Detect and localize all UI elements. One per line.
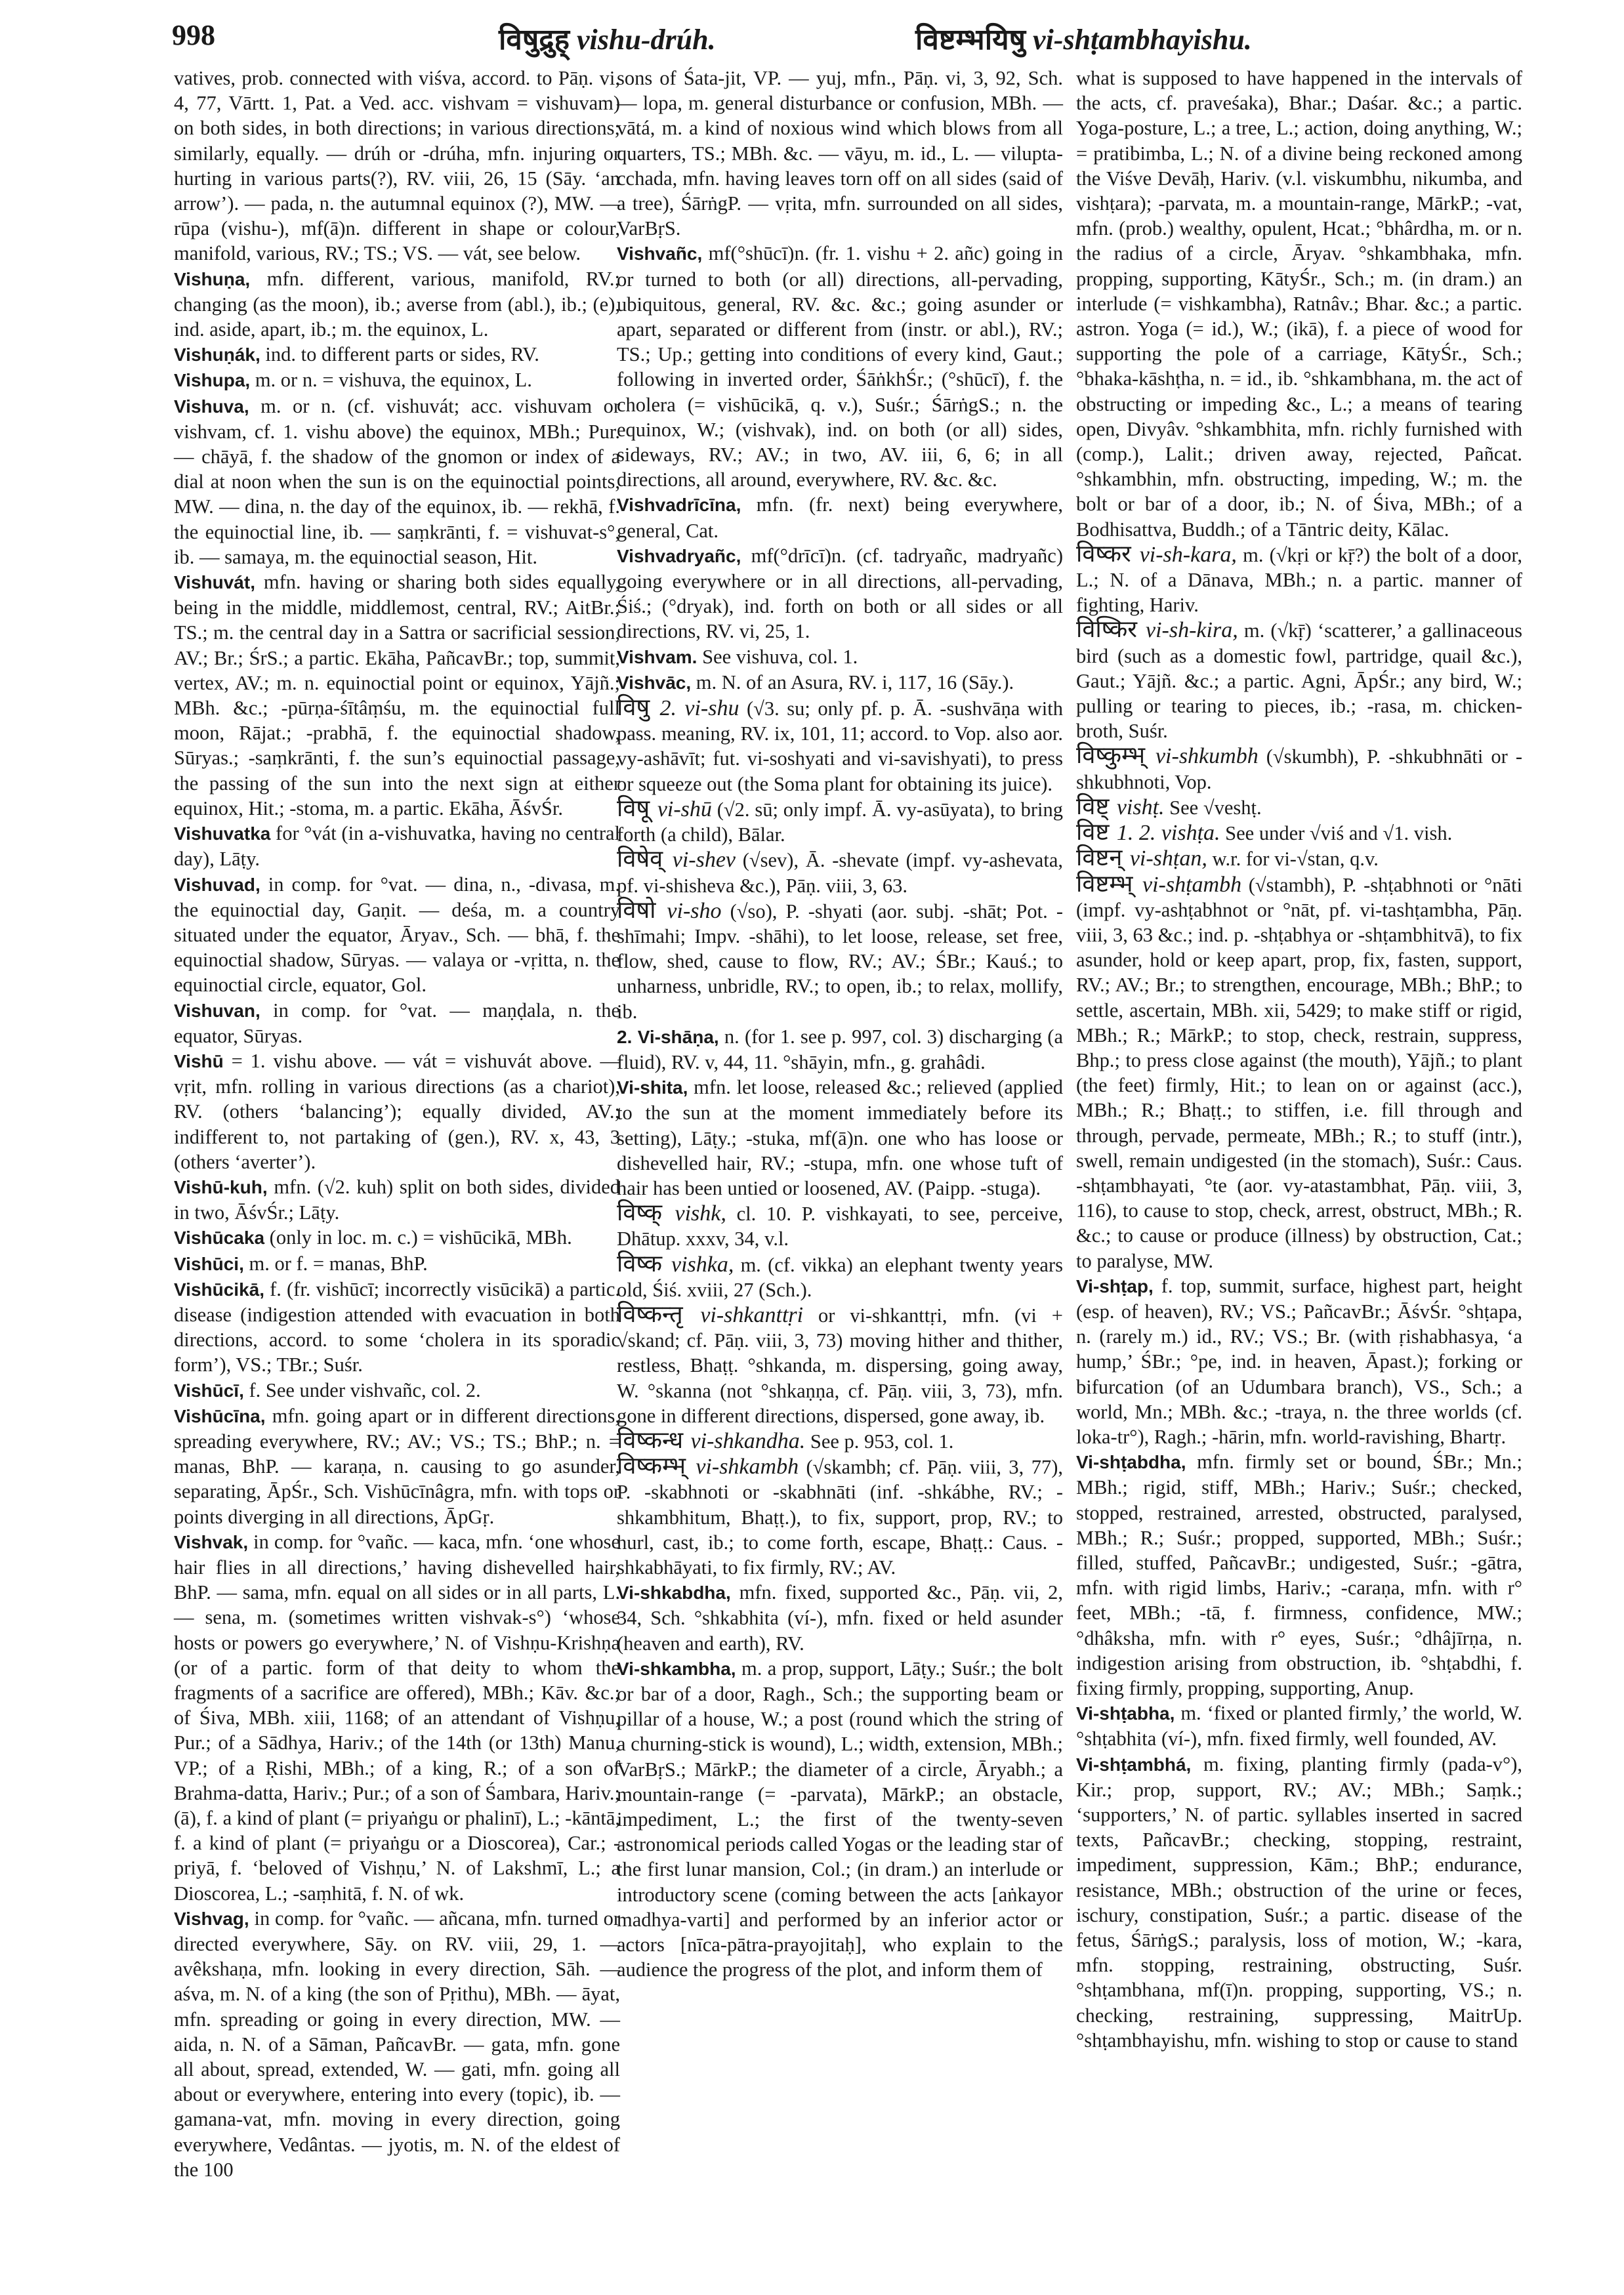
headword-text: Vishūcī, xyxy=(174,1380,244,1401)
dictionary-entry xyxy=(174,1048,620,1174)
dictionary-entry xyxy=(174,1378,620,1403)
headword-transliteration: vi-sh-kira, xyxy=(1146,618,1238,643)
dictionary-entry xyxy=(174,1906,620,2182)
entry-definition: mfn. (√2. kuh) split on both sides, divided in two, ĀśvŚr.; Lāṭy. xyxy=(174,1175,620,1224)
headword-text: Vishvadryañc, xyxy=(617,545,741,566)
right-guide-devanagari: विष्टम्भयिषु xyxy=(915,24,1026,56)
entry-definition: mfn. fixed, supported &c., Pāṇ. vii, 2, 34, Sch. °shkabhita (ví-), mfn. fixed or held asunder (heaven and earth), RV. xyxy=(617,1581,1063,1655)
entry-headword xyxy=(174,1279,264,1300)
entry-headword xyxy=(174,269,250,289)
headword-text: विषू xyxy=(617,795,650,822)
entry-definition: See vishuva, col. 1. xyxy=(697,645,858,668)
headword-transliteration: vi-sh-kara, xyxy=(1139,542,1237,567)
entry-headword xyxy=(617,1251,734,1277)
dictionary-entry xyxy=(617,796,1063,847)
dictionary-entry xyxy=(174,367,620,393)
dictionary-entry xyxy=(617,1024,1063,1075)
entry-definition: mfn. having or sharing both sides equally, being in the middle, middlemost, central, RV.; AitBr.; TS.; m. the central day in a Sattra or sacrificial session, AV.; Br.; ŚrS.; a partic. Ekāha, PañcavBr.; top, summit, vertex, AV.; m. n. equinoctial point or equinox, Yājñ.; MBh. &c.; -pūrṇa-śītâṃśu, m. the equinoctial full moon, Rājat.; -prabhā, f. the equinoctial shadow, Sūryas.; -saṃkrānti, f. the sun’s equinoctial passage, the passing of the sun into the next sign at either equinox, Hit.; -stoma, m. a partic. Ekāha, ĀśvŚr. xyxy=(174,571,620,819)
headword-text: Vi-shṭabha, xyxy=(1076,1703,1175,1724)
entry-headword xyxy=(1076,616,1238,643)
dictionary-entry xyxy=(1076,1273,1522,1449)
dictionary-entry xyxy=(1076,542,1522,618)
entry-headword xyxy=(174,344,260,365)
entry-headword xyxy=(174,572,255,592)
entry-definition: f. top, summit, surface, highest part, height (esp. of heaven), RV.; VS.; PañcavBr.; ĀśvŚr. °shṭapa, n. (rarely m.) id., RV.; VS.; Br. (with ṛishabhasya, ‘a hump,’ ŚBr.; °pe, ind. in heaven, Āpast.); forking or bifurcation (of an Udumbara branch), VS., Sch.; a world, Mn.; MBh. &c.; -traya, n. the three worlds (cf. loka-tr°), Ragh.; -hārin, mfn. world-ravishing, Bhartṛ. xyxy=(1076,1274,1522,1448)
entry-definition: See p. 953, col. 1. xyxy=(805,1430,954,1453)
dictionary-entry xyxy=(174,1251,620,1277)
entry-headword xyxy=(1076,1452,1186,1472)
dictionary-entry xyxy=(174,342,620,367)
entry-headword xyxy=(174,1532,248,1552)
headword-transliteration: 1. 2. vishṭa. xyxy=(1116,821,1220,846)
dictionary-entry xyxy=(174,1277,620,1378)
dictionary-entry xyxy=(617,847,1063,898)
entry-headword xyxy=(617,672,691,693)
dictionary-entry xyxy=(617,898,1063,1024)
headword-text: विष्किर xyxy=(1076,616,1138,644)
entry-definition: vatives, prob. connected with viśva, accord. to Pāṇ. vi, 4, 77, Vārtt. 1, Pat. a Ved. acc. vishvam = vishuvam) on both sides, in both directions; in various directions; similarly, equally. — drúh or -drúha, mfn. injuring or hurting in various parts(?), RV. viii, 26, 15 (Sāy. ‘an arrow’). — pada, n. the autumnal equinox (?), MW. — rūpa (vishu-), mf(ā)n. different in shape or colour, manifold, various, RV.; TS.; VS. — vát, see below. xyxy=(174,67,620,265)
headword-text: विष्टन् xyxy=(1076,844,1123,872)
headword-text: Vishuva, xyxy=(174,396,249,417)
dictionary-entry xyxy=(617,241,1063,492)
headword-text: Vi-shkambha, xyxy=(617,1658,736,1679)
headword-transliteration: vi-shṭan, xyxy=(1129,846,1207,871)
entry-headword xyxy=(617,243,702,264)
headword-text: Vishuvát, xyxy=(174,572,255,593)
entry-headword xyxy=(174,875,260,895)
entry-headword xyxy=(617,495,741,515)
entry-definition: (√sev), Ā. -shevate (impf. vy-ashevata, pf. vi-shisheva &c.), Pāṇ. viii, 3, 63. xyxy=(617,849,1063,897)
right-guide-word xyxy=(915,18,1252,58)
entry-headword xyxy=(617,1582,731,1603)
page-number: 998 xyxy=(172,19,215,51)
column-1 xyxy=(174,66,620,2182)
headword-text: Vishvāc, xyxy=(617,672,692,693)
dictionary-entry xyxy=(617,543,1063,644)
headword-text: Vishūci, xyxy=(174,1253,244,1274)
entry-definition: (√stambh), P. -shṭabhnoti or °nāti (impf. vy-ashṭabhnot or °nāt, pf. vi-tashṭambha, Pāṇ. viii, 3, 63 &c.; ind. p. -shṭabhya or -shṭambhitvā), to fix asunder, hold or keep apart, prop, fix, fasten, support, RV.; AV.; Br.; to strengthen, encourage, MBh.; BhP.; to settle, ascertain, MBh. xii, 5429; to make stiff or rigid, MBh.; R.; MārkP.; to stop, check, restrain, suppress, Bhp.; to press close against (the mouth), Yājñ.; to plant (the feet) firmly, Hit.; to lean on or against (acc.), MBh.; R.; Bhaṭṭ.; to stiffen, i.e. fill through and through, pervade, permeate, MBh.; R.; to stuff (intr.), swell, remain undigested (in the stomach), Suśr.: Caus. -shṭambhayati, °te (aor. vy-atastambhat, Pāṇ. viii, 3, 116), to cause to stop, check, arrest, obstruct, MBh.; R. &c.; to cause or produce (illness) by obstruction, Cat.; to paralyse, MW. xyxy=(1076,873,1522,1272)
entry-definition: m. ‘fixed or planted firmly,’ the world, W. °shṭabhita (ví-), mfn. fixed firmly, well founded, AV. xyxy=(1076,1702,1522,1750)
entry-definition: in comp. for °vañc. — añcana, mfn. turned or directed everywhere, Sāy. on RV. viii, 29, 1. — avêkshaṇa, mfn. looking in every direction, Sāh. — aśva, m. N. of a king (the son of Pṛithu), MBh. — āyat, mfn. spreading or going in every direction, MW. — aida, n. N. of a Sāman, PañcavBr. — gata, mfn. gone all about, spread, extended, W. — gati, mfn. going all about or everywhere, entering into every (topic), ib. — gamana-vat, mfn. moving in every direction, going everywhere, Vedântas. — jyotis, m. N. of the eldest of the 100 xyxy=(174,1907,620,2181)
headword-text: विष्कुम्भ् xyxy=(1076,742,1146,770)
dictionary-entry xyxy=(617,1201,1063,1251)
entry-definition: m. (√kṝ) ‘scatterer,’ a gallinaceous bird (such as a domestic fowl, partridge, quail &c.), Gaut.; Yājñ. &c.; a partic. Agni, ĀpŚr.; any bird, W.; pulling or tearing to pieces, ib.; -rasa, m. chicken-broth, Suśr. xyxy=(1076,619,1522,743)
entry-definition: m. (√kṛi or kṝ?) the bolt of a door, L.; N. of a Dānava, MBh.; n. a partic. manner of fighting, Hariv. xyxy=(1076,543,1522,617)
headword-text: Vishvam. xyxy=(617,646,697,667)
entry-headword xyxy=(617,1427,805,1454)
entry-definition: See under √viś and √1. vish. xyxy=(1220,822,1453,845)
headword-transliteration: vi-shkandha. xyxy=(690,1428,806,1453)
entry-headword xyxy=(617,897,722,924)
dictionary-entry xyxy=(174,872,620,998)
entry-definition: in comp. for °vañc. — kaca, mfn. ‘one whose hair flies in all directions,’ having dishevelled hair, BhP. — sama, mfn. equal on all sides or in all parts, L. — sena, m. (sometimes written vishvak-s°) ‘whose hosts or powers go everywhere,’ N. of Vishṇu-Krishṇa (or of a partic. form of that deity to whom the fragments of a sacrifice are offered), MBh.; Kāv. &c.; of Śiva, MBh. xiii, 1168; of an attendant of Vishṇu, Pur.; of a Sādhya, Hariv.; of the 14th (or 13th) Manu, VP.; of a Ṛishi, MBh.; of a king, R.; of a son of Brahma-datta, Hariv.; Pur.; of a son of Śambara, Hariv.; (ā), f. a kind of plant (= priyaṅgu or phalinī), L.; -kāntā, f. a kind of plant (= priyaṅgu or a Dioscorea), Car.; -priyā, f. ‘beloved of Vishṇu,’ N. of Lakshmī, L.; a Dioscorea, L.; -saṃhitā, f. N. of wk. xyxy=(174,1530,620,1905)
headword-text: विषु xyxy=(617,694,650,722)
entry-headword xyxy=(1076,793,1165,820)
headword-text: विष्ट xyxy=(1076,819,1110,846)
dictionary-entry xyxy=(617,1252,1063,1302)
dictionary-entry xyxy=(617,1302,1063,1428)
entry-definition: m. or f. = manas, BhP. xyxy=(243,1252,428,1275)
entry-headword xyxy=(1076,541,1237,568)
entry-headword xyxy=(617,1077,688,1098)
entry-definition: (√skambh; cf. Pāṇ. viii, 3, 77), P. -skabhnoti or -skabhnāti (inf. -shkábhe, RV.; -shkambhitum, Bhaṭṭ.), to fix, support, prop, RV.; to hurl, cast, ib.; to come forth, escape, Bhaṭṭ.: Caus. -shkabhāyati, to fix firmly, RV.; AV. xyxy=(617,1456,1063,1579)
headword-text: Vi-shṭambhá, xyxy=(1076,1754,1192,1775)
dictionary-entry xyxy=(1076,617,1522,743)
entry-definition: = 1. vishu above. — vát = vishuvát above. — vṛit, mfn. rolling in various directions (as a chariot), RV. (others ‘balancing’); equally divided, AV.; indifferent to, not partaking of (gen.), RV. x, 43, 3 (others ‘averter’). xyxy=(174,1049,620,1173)
headword-text: विष्कर xyxy=(1076,540,1131,568)
entry-headword xyxy=(174,1406,266,1426)
dictionary-entry xyxy=(1076,872,1522,1273)
right-guide-roman: vi-shṭambhayishu. xyxy=(1033,24,1252,56)
headword-text: Vishū xyxy=(174,1050,224,1071)
headword-transliteration: vi-shṭambh xyxy=(1142,872,1242,897)
entry-headword xyxy=(617,1027,719,1047)
headword-text: Vi-shkabdha, xyxy=(617,1582,731,1603)
entry-definition: what is supposed to have happened in the intervals of the acts, cf. praveśaka), Bhar.; Daśar. &c.; a partic. Yoga-posture, L.; a tree, L.; action, doing anything, W.; = pratibimba, L.; N. of a divine being reckoned among the Viśve Devāḥ, Hariv. (v.l. viskumbhu, nikumba, and vishṭara); -parvata, m. a mountain-range, MārkP.; -vat, mfn. (prob.) wealthy, opulent, Hcat.; °bhârdha, m. or n. the radius of a circle, Āryav. °shkambhaka, mfn. propping, supporting, KātyŚr., Sch.; m. (in dram.) an interlude (= vishkambha), Ratnâv.; Bhar. &c.; a partic. astron. Yoga (= id.), W.; (ikā), f. a piece of wood for supporting the pole of a carriage, KātyŚr., Sch.; °bhaka-kāshṭha, n. = id., ib. °shkambhana, m. the act of obstructing or impeding &c., L.; a means of tearing open, Divyâv. °shkambhita, mfn. richly furnished with (comp.), Lalit.; driven away, rejected, Pañcat. °shkambhin, mfn. obstructing, impeding, W.; m. the bolt or bar of a door, ib.; N. of Śiva, MBh.; of a Bodhisattva, Buddh.; of a Tāntric deity, Kālac. xyxy=(1076,67,1522,541)
headword-text: Vishupa, xyxy=(174,370,251,391)
entry-headword xyxy=(174,1909,249,1929)
entry-definition: cl. 10. P. vishkayati, to see, perceive, Dhātup. xxxv, 34, v.l. xyxy=(617,1203,1063,1251)
entry-headword xyxy=(174,1380,244,1401)
dictionary-entry xyxy=(1076,66,1522,542)
entry-definition: See √veshṭ. xyxy=(1164,796,1262,819)
headword-text: Vishūcīna, xyxy=(174,1405,266,1426)
entry-headword xyxy=(174,1254,244,1274)
entry-headword xyxy=(617,1301,803,1328)
dictionary-entry xyxy=(174,394,620,569)
entry-headword xyxy=(617,846,736,873)
dictionary-entry xyxy=(617,1075,1063,1201)
dictionary-entry xyxy=(1076,743,1522,794)
entry-headword xyxy=(1076,1276,1154,1296)
entry-headword xyxy=(1076,1703,1175,1724)
entry-definition: f. (fr. vishūcī; incorrectly visūcikā) a partic. disease (indigestion attended with evacuation in both directions, accord. to some ‘cholera in its sporadic form’), VS.; TBr.; Suśr. xyxy=(174,1277,620,1376)
entry-definition: mfn. let loose, released &c.; relieved (applied to the sun at the moment immediately before its setting), Lāṭy.; -stuka, mf(ā)n. one who has loose or dishevelled hair, RV.; -stupa, mfn. one whose tuft of hair has been untied or loosened, AV. (Paipp. -stuga). xyxy=(617,1076,1063,1199)
entry-headword xyxy=(174,1228,264,1248)
column-2 xyxy=(617,66,1063,1982)
headword-transliteration: vishṭ. xyxy=(1116,795,1165,819)
headword-text: विष्कन्ध xyxy=(617,1426,684,1454)
dictionary-entry xyxy=(174,821,620,871)
dictionary-entry xyxy=(617,1454,1063,1580)
headword-transliteration: vi-shkanttṛi xyxy=(700,1302,804,1327)
entry-definition: mfn. (fr. next) being everywhere, general, Cat. xyxy=(617,493,1063,542)
dictionary-entry xyxy=(1076,795,1522,820)
dictionary-entry xyxy=(617,1580,1063,1656)
dictionary-entry xyxy=(174,1529,620,1906)
headword-text: Vishuvad, xyxy=(174,874,260,895)
headword-transliteration: vishk, xyxy=(675,1201,726,1226)
entry-headword xyxy=(617,694,739,721)
dictionary-entry xyxy=(1076,1449,1522,1701)
headword-transliteration: vi-shkumbh xyxy=(1155,744,1259,769)
headword-transliteration: vi-shkambh xyxy=(696,1455,799,1479)
entry-definition: n. (for 1. see p. 997, col. 3) discharging (a fluid), RV. v, 44, 11. °shāyin, mfn., g. grahâdi. xyxy=(617,1025,1064,1073)
entry-headword xyxy=(1076,742,1259,769)
headword-text: Vishuṇák, xyxy=(174,344,260,365)
entry-headword xyxy=(617,1659,736,1679)
entry-definition: in comp. for °vat. — dina, n., -divasa, m. the equinoctial day, Gaṇit. — deśa, m. a country situated under the equator, Āryav., Sch. — bhā, f. the equinoctial shadow, Sūryas. — valaya or -vṛitta, n. the equinoctial circle, equator, Gol. xyxy=(174,873,620,997)
entry-definition: sons of Śata-jit, VP. — yuj, mfn., Pāṇ. vi, 3, 92, Sch. — lopa, m. general disturbance or confusion, MBh. — vātá, m. a kind of noxious wind which blows from all quarters, TS.; MBh. &c. — vāyu, m. id., L. — vilupta-cchada, mfn. having leaves torn off on all sides (said of a tree), ŚārṅgP. — vṛita, mfn. surrounded on all sides, VarBṛS. xyxy=(617,67,1063,240)
entry-headword xyxy=(617,795,712,822)
headword-text: Vishū-kuh, xyxy=(174,1176,268,1197)
dictionary-entry xyxy=(617,695,1063,796)
headword-transliteration: vi-shev xyxy=(672,848,736,873)
entry-headword xyxy=(617,1453,799,1479)
entry-definition: or vi-shkanttṛi, mfn. (vi + √skand; cf. Pāṇ. viii, 3, 73) moving hither and thither, restless, Bhaṭṭ. °shkanda, m. dispersing, going away, W. °skanna (not °shkaṇṇa, cf. Pāṇ. viii, 3, 73), mfn. gone in different directions, dispersed, gone away, ib. xyxy=(617,1304,1063,1427)
headword-text: Vishvadrīcīna, xyxy=(617,495,741,516)
entry-definition: (√skumbh), P. -shkubhnāti or -shkubhnoti, Vop. xyxy=(1076,745,1522,793)
entry-headword xyxy=(174,370,250,390)
dictionary-entry xyxy=(174,569,620,821)
headword-transliteration: 2. vi-shu xyxy=(659,696,739,721)
entry-definition: f. See under vishvañc, col. 2. xyxy=(243,1378,481,1401)
dictionary-entry xyxy=(617,644,1063,670)
entry-headword xyxy=(174,396,249,417)
headword-text: Vishūcikā, xyxy=(174,1279,265,1300)
dictionary-entry xyxy=(617,1428,1063,1454)
headword-transliteration: vi-shū xyxy=(657,796,712,821)
dictionary-entry xyxy=(174,998,620,1048)
dictionary-entry xyxy=(1076,820,1522,846)
headword-text: Vishuṇa, xyxy=(174,268,251,289)
entry-definition: m. or n. (cf. vishuvát; acc. vishuvam or vishvam, cf. 1. vishu above) the equinox, MBh.; Pur. — chāyā, f. the shadow of the gnomon or index of a dial at noon when the sun is on the equinoctial points, MW. — dina, n. the day of the equinox, ib. — rekhā, f. the equinoctial line, ib. — saṃkrānti, f. = vishuvat-s°, ib. — samaya, m. the equinoctial season, Hit. xyxy=(174,394,620,568)
headword-text: विष्क् xyxy=(617,1199,662,1227)
headword-text: Vishvañc, xyxy=(617,243,703,264)
entry-headword xyxy=(174,1051,224,1071)
headword-text: विष्टम्भ् xyxy=(1076,870,1133,898)
entry-headword xyxy=(174,823,270,844)
entry-definition: mfn. going apart or in different directions, spreading everywhere, RV.; AV.; VS.; TS.; BhP.; n. = manas, BhP. — karaṇa, n. causing to go asunder, separating, ĀpŚr., Sch. Vishūcīnâgra, mfn. with tops or points diverging in all directions, ĀpGṛ. xyxy=(174,1404,620,1528)
headword-text: विष्कम्भ् xyxy=(617,1453,686,1480)
left-guide-devanagari: विषुद्रुह् xyxy=(499,24,570,56)
entry-definition: (√so), P. -shyati (aor. subj. -shāt; Pot. -shīmahi; Impv. -shāhi), to let loose, release, set free, flow, shed, cause to flow, RV.; AV.; ŚBr.; Kauś.; to unharness, unbridle, RV.; to open, ib.; to relax, mollify, ib. xyxy=(617,899,1063,1023)
headword-text: Vishuvatka xyxy=(174,823,271,844)
entry-headword xyxy=(174,1177,268,1197)
headword-text: 2. Vi-shāṇa, xyxy=(617,1026,719,1047)
entry-headword xyxy=(617,1199,726,1226)
headword-text: Vi-shṭabdha, xyxy=(1076,1452,1186,1473)
entry-definition: mfn. firmly set or bound, ŚBr.; Mn.; MBh.; rigid, stiff, MBh.; Hariv.; Suśr.; checked, stopped, restrained, arrested, obstructed, paralysed, MBh.; R.; Suśr.; propped, supported, MBh.; Suśr.; filled, stuffed, PañcavBr.; undigested, Suśr.; -gātra, mfn. with rigid limbs, Hariv.; -caraṇa, mfn. with r° feet, MBh.; -tā, f. firmness, confidence, MW.; °dhâksha, mfn. with r° eyes, Suśr.; °dhâjīrṇa, n. indigestion arising from obstruction, ib. °shṭabdhi, f. fixing firmly, propping, supporting, Anup. xyxy=(1076,1451,1522,1699)
headword-text: विषेव् xyxy=(617,846,663,873)
entry-headword xyxy=(617,647,697,667)
dictionary-entry xyxy=(1076,1701,1522,1751)
entry-definition: ind. to different parts or sides, RV. xyxy=(260,343,539,366)
column-3 xyxy=(1076,66,1522,2053)
headword-transliteration: vi-sho xyxy=(667,898,722,923)
entry-definition: m. (cf. vikka) an elephant twenty years old, Śiś. xviii, 27 (Sch.). xyxy=(617,1253,1063,1301)
dictionary-entry xyxy=(617,670,1063,695)
entry-definition: mf(°shūcī)n. (fr. 1. vishu + 2. añc) going in or turned to both (or all) directions, all-pervading, ubiquitous, general, RV. &c. &c.; going asunder or apart, separated or different from (instr. or abl.), RV.; TS.; Up.; getting into conditions of every kind, Gaut.; following in inverted order, ŚāṅkhŚr.; (°shūcī), f. the cholera (= vishūcikā, q. v.), Suśr.; ŚārṅgS.; n. the equinox, W.; (vishvak), ind. on both (or all) sides, sideways, RV.; AV.; in two, AV. iii, 6, 6; in all directions, all around, everywhere, RV. &c. &c. xyxy=(617,242,1063,491)
dictionary-entry xyxy=(617,66,1063,241)
entry-headword xyxy=(1076,844,1207,871)
left-guide-roman: vishu-drúh. xyxy=(577,24,716,56)
headword-text: विष्कन्तृ xyxy=(617,1300,683,1328)
dictionary-entry xyxy=(174,1403,620,1529)
headword-text: Vishvag, xyxy=(174,1908,249,1929)
headword-text: विषो xyxy=(617,896,656,924)
headword-text: विष्ट् xyxy=(1076,793,1110,820)
entry-definition: (√3. su; only pf. p. Ā. -sushvāṇa with pass. meaning, RV. ix, 101, 11; accord. to Vop. also aor. vy-ashāvīt; fut. vi-soshyati and vi-savishyati), to press or squeeze out (the Soma plant for obtaining its juice). xyxy=(617,697,1064,795)
entry-definition: (only in loc. m. c.) = vishūcikā, MBh. xyxy=(264,1226,572,1249)
entry-definition: w.r. for vi-√stan, q.v. xyxy=(1207,848,1379,871)
entry-headword xyxy=(617,546,741,566)
headword-text: Vishuvan, xyxy=(174,1000,260,1021)
entry-definition: mf(°drīcī)n. (cf. tadryañc, madryañc) going everywhere or in all directions, all-pervading, Śiś.; (°dryak), ind. forth on both or all sides or all directions, RV. vi, 25, 1. xyxy=(617,544,1063,643)
dictionary-entry xyxy=(617,1656,1063,1983)
left-guide-word xyxy=(499,18,716,58)
headword-text: विष्क xyxy=(617,1250,662,1277)
headword-transliteration: vishka, xyxy=(671,1252,734,1277)
entry-definition: m. or n. = vishuva, the equinox, L. xyxy=(250,369,532,392)
dictionary-entry xyxy=(174,1225,620,1251)
headword-text: Vi-shita, xyxy=(617,1077,688,1098)
dictionary-entry xyxy=(1076,846,1522,871)
entry-headword xyxy=(1076,819,1220,846)
dictionary-entry xyxy=(174,266,620,342)
entry-headword xyxy=(1076,871,1241,898)
headword-text: Vishūcaka xyxy=(174,1228,265,1249)
entry-definition: m. fixing, planting firmly (pada-v°), Kir.; prop, support, RV.; AV.; MBh.; Saṃk.; ‘supporters,’ N. of partic. syllables inserted in sacred texts, PañcavBr.; checking, stopping, restraint, impediment, suppression, Kām.; BhP.; endurance, resistance, MBh.; obstruction of the urine or feces, ischury, constipation, Suśr.; a partic. disease of the fetus, ŚārṅgS.; paralysis, loss of motion, W.; -kara, mfn. stopping, restraining, obstructing, Suśr. °shṭambhana, mf(ī)n. propping, supporting, VS.; n. checking, restraining, suppressing, MaitrUp. °shṭambhayishu, mfn. wishing to stop or cause to stand xyxy=(1076,1752,1522,2052)
entry-headword xyxy=(1076,1754,1191,1775)
entry-definition: m. N. of an Asura, RV. i, 117, 16 (Sāy.). xyxy=(691,671,1014,693)
dictionary-entry xyxy=(174,1174,620,1225)
entry-definition: mfn. different, various, manifold, RV.; changing (as the moon), ib.; averse from (abl.), ib.; (e), ind. aside, apart, ib.; m. the equinox, L. xyxy=(174,267,620,341)
entry-definition: (√2. sū; only impf. Ā. vy-asūyata), to bring forth (a child), Bālar. xyxy=(617,798,1063,846)
entry-definition: in comp. for °vat. — maṇḍala, n. the equator, Sūryas. xyxy=(174,999,620,1047)
headword-text: Vi-shṭap, xyxy=(1076,1275,1154,1296)
dictionary-entry xyxy=(174,66,620,266)
headword-text: Vishvak, xyxy=(174,1531,249,1552)
dictionary-entry xyxy=(617,492,1063,543)
dictionary-entry xyxy=(1076,1752,1522,2053)
entry-definition: m. a prop, support, Lāṭy.; Suśr.; the bolt or bar of a door, Ragh., Sch.; the supporting beam or pillar of a house, W.; a post (round which the string of a churning-stick is wound), L.; width, extension, MBh.; VarBṛS.; MārkP.; the diameter of a circle, Āryabh.; a mountain-range (= -parvata), MārkP.; an obstacle, impediment, L.; the first of the twenty-seven astronomical periods called Yogas or the leading star of the first lunar mansion, Col.; (in dram.) an interlude or introductory scene (coming between the acts [aṅkayor madhya-varti] and performed by an inferior actor or actors [nīca-pātra-prayojitaḥ], who explain to the audience the progress of the plot, and inform them of xyxy=(617,1657,1063,1981)
entry-definition: for °vát (in a-vishuvatka, having no central day), Lāṭy. xyxy=(174,822,620,871)
entry-headword xyxy=(174,1001,260,1021)
